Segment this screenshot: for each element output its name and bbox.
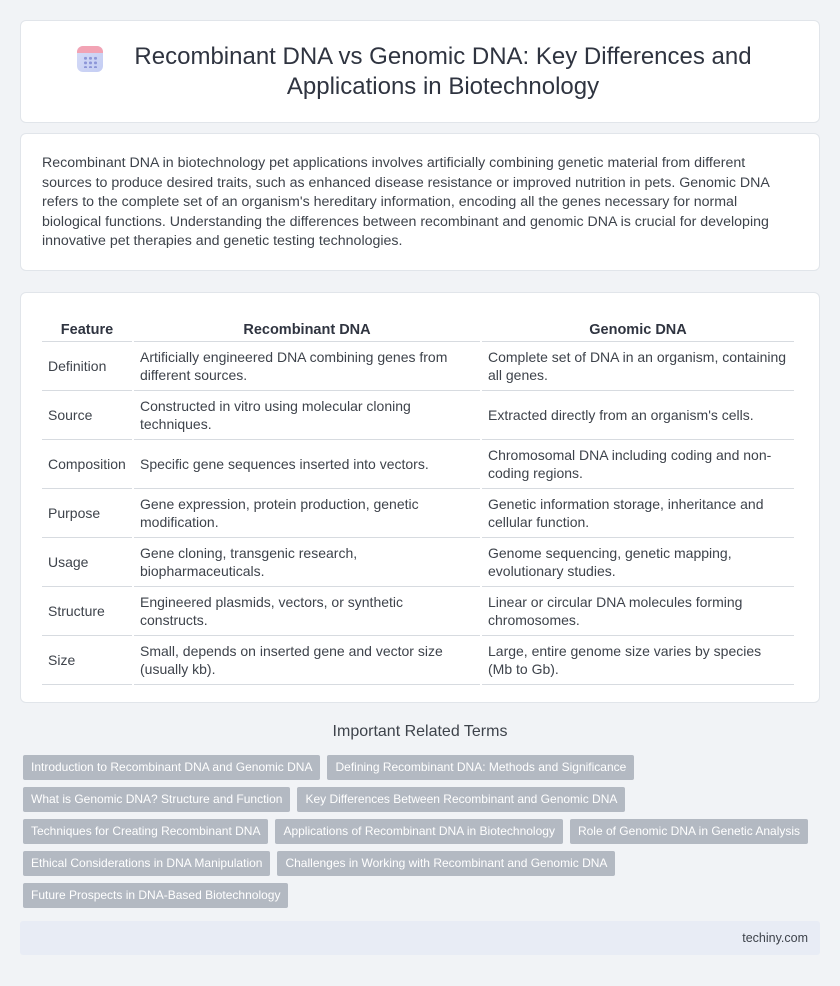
related-term-link[interactable]: Future Prospects in DNA-Based Biotechnology	[23, 883, 288, 908]
tag-row	[23, 787, 823, 812]
genomic-cell: Linear or circular DNA molecules forming chromosomes.	[482, 587, 794, 636]
recombinant-cell: Constructed in vitro using molecular cloning techniques.	[134, 391, 480, 440]
related-term-link[interactable]: Key Differences Between Recombinant and Genomic DNA	[297, 787, 625, 812]
table-header-row	[42, 312, 794, 342]
genomic-cell: Genome sequencing, genetic mapping, evolutionary studies.	[482, 538, 794, 587]
header-recombinant: Recombinant DNA	[134, 312, 480, 342]
related-term-link[interactable]: Defining Recombinant DNA: Methods and Significance	[327, 755, 634, 780]
recombinant-cell: Small, depends on inserted gene and vector size (usually kb).	[134, 636, 480, 685]
related-term-link[interactable]: Techniques for Creating Recombinant DNA	[23, 819, 268, 844]
recombinant-cell: Gene expression, protein production, genetic modification.	[134, 489, 480, 538]
feature-cell: Structure	[42, 587, 132, 636]
intro-text: Recombinant DNA in biotechnology pet applications involves artificially combining genetic material from different sources to produce desired traits, such as enhanced disease resistance or improved nutrition in pets. Genomic DNA refers to the complete set of an organism's hereditary information, encoding all the genes necessary for normal biological functions. Understanding the differences between recombinant and genomic DNA is crucial for developing innovative pet therapies and genetic testing technologies.	[42, 155, 770, 250]
calendar-grid-icon	[77, 46, 103, 72]
feature-cell: Usage	[42, 538, 132, 587]
table-row	[42, 538, 794, 587]
tag-row	[23, 819, 823, 844]
recombinant-cell: Specific gene sequences inserted into vectors.	[134, 440, 480, 489]
genomic-cell: Complete set of DNA in an organism, containing all genes.	[482, 342, 794, 391]
related-term-link[interactable]: Ethical Considerations in DNA Manipulation	[23, 851, 270, 876]
related-term-link[interactable]: Introduction to Recombinant DNA and Genomic DNA	[23, 755, 320, 780]
genomic-cell: Chromosomal DNA including coding and non-coding regions.	[482, 440, 794, 489]
recombinant-cell: Engineered plasmids, vectors, or synthetic constructs.	[134, 587, 480, 636]
feature-cell: Size	[42, 636, 132, 685]
tag-row	[23, 883, 823, 908]
feature-cell: Purpose	[42, 489, 132, 538]
table-row	[42, 440, 794, 489]
recombinant-cell: Artificially engineered DNA combining genes from different sources.	[134, 342, 480, 391]
feature-cell: Definition	[42, 342, 132, 391]
related-term-link[interactable]: Challenges in Working with Recombinant and Genomic DNA	[277, 851, 615, 876]
related-terms-title: Important Related Terms	[332, 723, 508, 740]
table-row	[42, 489, 794, 538]
genomic-cell: Extracted directly from an organism's cells.	[482, 391, 794, 440]
genomic-cell: Genetic information storage, inheritance and cellular function.	[482, 489, 794, 538]
header-feature: Feature	[42, 312, 132, 342]
header-card	[20, 20, 820, 123]
footer-brand: techiny.com	[742, 931, 808, 945]
comparison-table	[40, 312, 796, 685]
header-genomic: Genomic DNA	[482, 312, 794, 342]
page-title: Recombinant DNA vs Genomic DNA: Key Differences and Applications in Biotechnology	[134, 42, 752, 100]
recombinant-cell: Gene cloning, transgenic research, biopharmaceuticals.	[134, 538, 480, 587]
table-row	[42, 587, 794, 636]
tag-row	[23, 755, 823, 780]
genomic-cell: Large, entire genome size varies by species (Mb to Gb).	[482, 636, 794, 685]
related-term-link[interactable]: Applications of Recombinant DNA in Biotechnology	[275, 819, 563, 844]
table-row	[42, 636, 794, 685]
table-row	[42, 391, 794, 440]
feature-cell: Source	[42, 391, 132, 440]
tag-row	[23, 851, 823, 876]
feature-cell: Composition	[42, 440, 132, 489]
related-term-link[interactable]: What is Genomic DNA? Structure and Function	[23, 787, 290, 812]
related-terms-list	[23, 755, 823, 915]
footer	[20, 921, 820, 955]
comparison-card	[20, 292, 820, 703]
table-row	[42, 342, 794, 391]
intro-card	[20, 133, 820, 271]
related-term-link[interactable]: Role of Genomic DNA in Genetic Analysis	[570, 819, 808, 844]
